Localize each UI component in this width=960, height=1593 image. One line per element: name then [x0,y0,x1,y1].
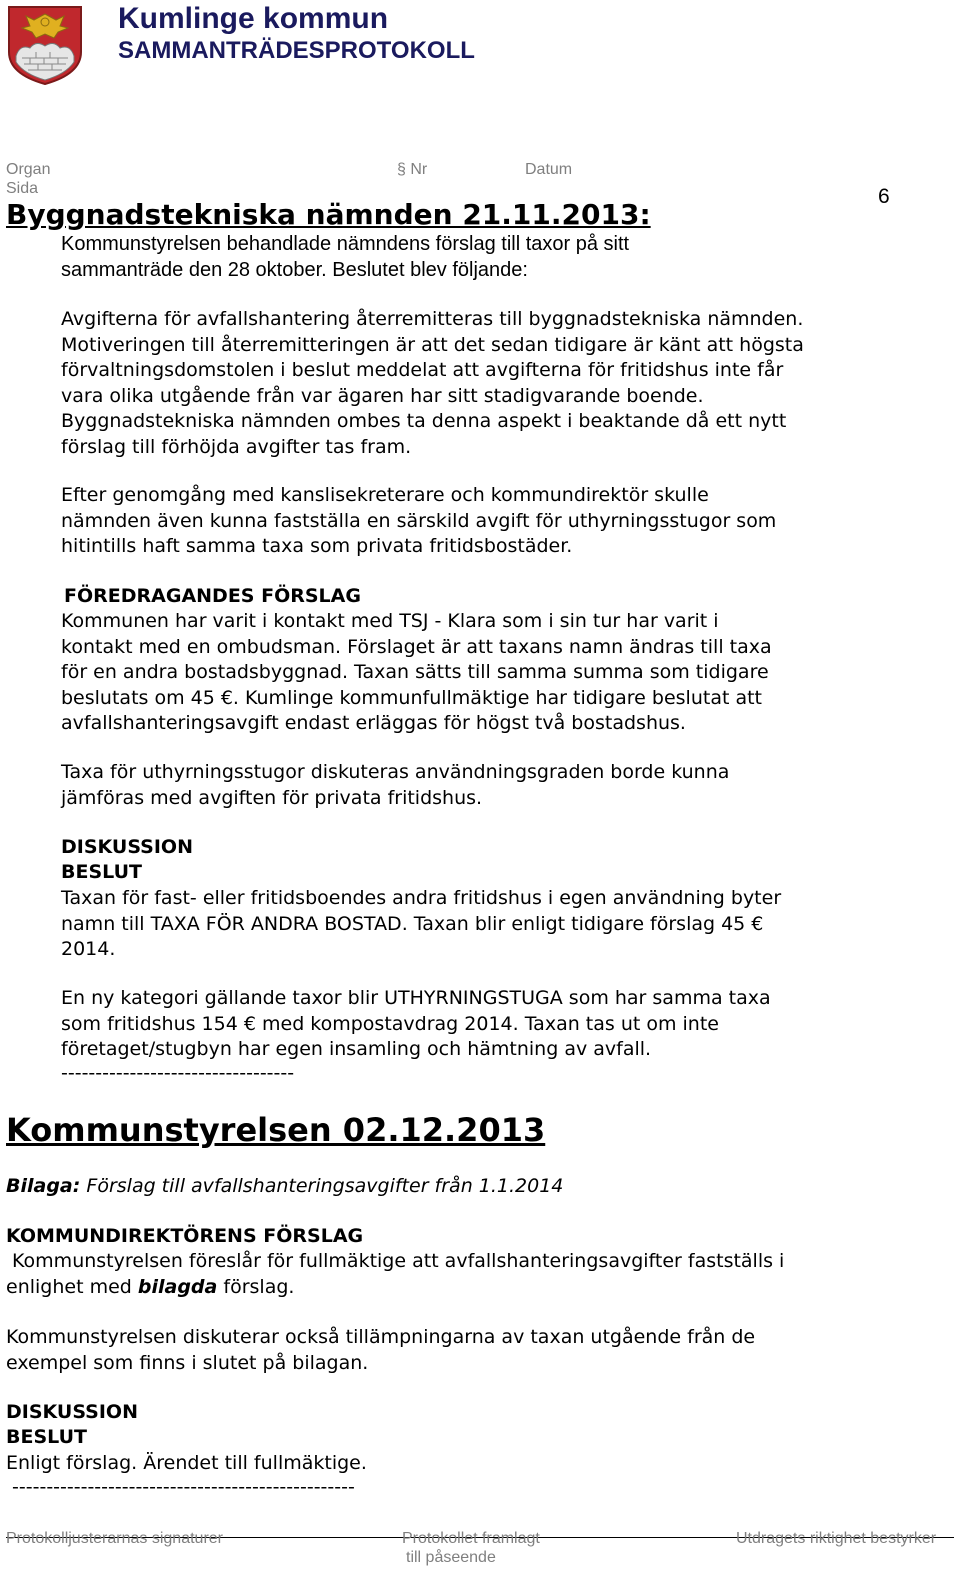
board-decision-label: BESLUT [6,1426,87,1448]
text-line: Protokollet framlagt [402,1530,540,1547]
municipal-coat-of-arms [6,4,84,86]
organ-label: Organ [6,161,51,178]
text-line: kontakt med en ombudsman. Förslaget är att taxans namn ändras till taxa [61,635,772,658]
attachment-text: Förslag till avfallshanteringsavgifter från 1.1.2014 [80,1175,564,1197]
board-decision-text: Enligt förslag. Ärendet till fullmäktige. [6,1452,367,1474]
text-line: avfallshanteringsavgift endast erläggas för högst två bostadshus. [61,712,686,734]
text-line: sammanträde den 28 oktober. Beslutet blev följande: [61,258,528,281]
after-review-paragraph [61,483,776,560]
attachment-label: Bilaga: [6,1175,81,1197]
text-line: Kommunstyrelsen behandlade nämndens förslag till taxor på sitt [61,233,630,255]
board-separator-line: -------------------------------------------------- [6,1476,355,1498]
text-line: vara olika utgående från var ägaren har sitt stadigvarande boende. [61,384,704,407]
date-label: Datum [525,161,573,178]
text-line: Kommunen har varit i kontakt med TSJ - Klara som i sin tur har varit i [61,610,719,632]
section-heading-municipal-board: Kommunstyrelsen 02.12.2013 [6,1111,546,1149]
footer-posted-label [402,1529,540,1567]
section-heading-building-committee: Byggnadstekniska nämnden 21.11.2013: [6,198,651,231]
text-line: Taxa för uthyrningsstugor diskuteras användningsgraden borde kunna [61,761,730,783]
text-line: nämnden även kunna fastställa en särskild avgift för uthyrningsstugor som [61,509,777,532]
text-line: Taxan för fast- eller fritidsboendes andra fritidshus i egen användning byter [61,887,782,909]
text-line: Motiveringen till återremitteringen är att det sedan tidigare är känt att högsta [61,333,804,356]
text-line: beslutats om 45 €. Kumlinge kommunfullmäktige har tidigare beslutat att [61,686,762,709]
board-discussion-paragraph [6,1325,755,1376]
text-line: till påseende [406,1549,496,1566]
text-line: Efter genomgång med kanslisekreterare och kommundirektör skulle [61,484,709,506]
emphasis-attached: bilagda [137,1275,218,1298]
text-line [6,1275,784,1301]
text-line: namn till TAXA FÖR ANDRA BOSTAD. Taxan blir enligt tidigare förslag 45 € [61,912,764,935]
page-number: 6 [878,185,890,208]
director-proposal-paragraph [6,1249,784,1300]
municipality-name: Kumlinge kommun [118,2,389,35]
attachment-line [6,1174,563,1200]
text-line: En ny kategori gällande taxor blir UTHYRNINGSTUGA som har samma taxa [61,987,771,1009]
board-discussion-label: DISKUSSION [6,1401,138,1423]
text-line: förslag till förhöjda avgifter tas fram. [61,435,412,458]
director-proposal-heading: KOMMUNDIREKTÖRENS FÖRSLAG [6,1225,364,1247]
intro-paragraph [61,232,629,283]
decision-text-2 [61,986,771,1063]
rental-cabins-paragraph [61,760,729,811]
text-line: som fritidshus 154 € med kompostavdrag 2014. Taxan tas ut om inte [61,1012,719,1035]
text-line: för en andra bostadsbyggnad. Taxan sätts till samma summa som tidigare [61,661,769,683]
proposal-heading: FÖREDRAGANDES FÖRSLAG [64,585,361,607]
decision-label: BESLUT [61,861,142,883]
decision-text-1 [61,886,781,963]
text-line: 2014. [61,938,116,960]
document-type: SAMMANTRÄDESPROTOKOLL [118,37,475,64]
discussion-label: DISKUSSION [61,836,193,858]
paragraph-number-label: § Nr [397,161,428,178]
text-line: Byggnadstekniska nämnden ombes ta denna aspekt i beaktande då ett nytt [61,410,787,432]
proposal-paragraph [61,609,772,737]
text-line: Kommunstyrelsen diskuterar också tillämpningarna av taxan utgående från de [6,1326,756,1348]
text-segment: förslag. [217,1275,295,1298]
text-line: förvaltningsdomstolen i beslut meddelat att avgifterna för fritidshus inte får [61,359,784,381]
text-line: företaget/stugbyn har egen insamling och hämtning av avfall. [61,1038,652,1060]
text-line: jämföras med avgiften för privata fritidshus. [61,786,483,809]
decision-paragraph [61,307,804,460]
text-line: hitintills haft samma taxa som privata fritidsbostäder. [61,535,573,557]
footer-extract-label: Utdragets riktighet bestyrker [736,1530,937,1547]
separator-line: ---------------------------------- [61,1062,295,1084]
text-segment: enlighet med [6,1275,138,1298]
footer-signatures-label: Protokolljusterarnas signaturer [6,1530,223,1547]
text-line: Avgifterna för avfallshantering återremitteras till byggnadstekniska nämnden. [61,308,804,330]
text-line: Kommunstyrelsen föreslår för fullmäktige att avfallshanteringsavgifter fastställs i [6,1250,785,1272]
page-label: Sida [6,180,39,197]
text-line: exempel som finns i slutet på bilagan. [6,1351,369,1374]
